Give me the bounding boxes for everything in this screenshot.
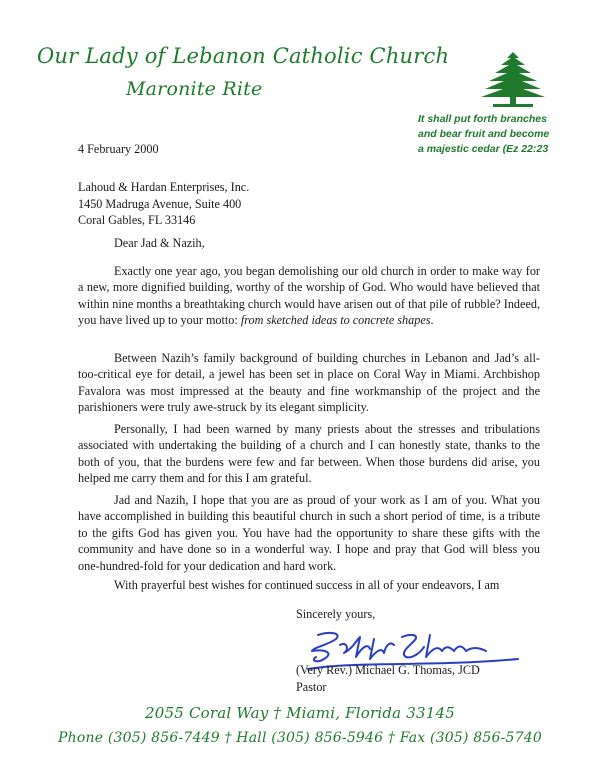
body-paragraph-2: Between Nazih’s family background of building churches in Lebanon and Jad’s all-too-critical eye for detail, a jewel has been set in place on Coral Way in Miami. Archbishop Favalora was most impressed at the beauty and fine workmanship of the project and the parishioners were truly awe-struck by its elegant simplicity. <box>78 351 540 415</box>
signer-name: (Very Rev.) Michael G. Thomas, JCD <box>296 663 480 677</box>
letter-date: 4 February 2000 <box>78 142 159 156</box>
body-paragraph-4: Jad and Nazih, I hope that you are as proud of your work as I am of you. What you have accomplished in building this beautiful church in such a short period of time, is a tribute to the gifts God has given you. You have had the opportunity to share these gifts with the community and have done so in a wonderful way. I hope and pray that God will bless you one-hundred-fold for your dedication and hard work. <box>78 493 540 573</box>
scripture-verse <box>418 112 593 157</box>
closing-line: With prayerful best wishes for continued success in all of your endeavors, I am <box>114 578 500 592</box>
church-name: Our Lady of Lebanon Catholic Church <box>37 44 450 68</box>
cedar-tree-icon <box>477 50 549 110</box>
footer-address: 2055 Coral Way † Miami, Florida 33145 <box>145 704 455 722</box>
signer-title: Pastor <box>296 680 327 694</box>
recipient-address <box>78 179 249 229</box>
sign-off: Sincerely yours, <box>296 607 376 621</box>
verse-line: a majestic cedar (Ez 22:23 <box>418 143 549 155</box>
body-paragraph-3: Personally, I had been warned by many priests about the stresses and tribulations associated with undertaking the building of a church and I can honestly state, thanks to the both of you, that the burdens were few and far between. When those burdens did arise, you helped me carry them and for this I am grateful. <box>78 422 540 486</box>
body-paragraph-1 <box>78 263 540 329</box>
recipient-line: Lahoud & Hardan Enterprises, Inc. <box>78 180 250 194</box>
salutation: Dear Jad & Nazih, <box>114 236 205 250</box>
paragraph-text: Exactly one year ago, you began demolishing our old church in order to make way for a new, more dignified building, worthy of the worship of God. Who would have believed that within nine months a breathtaking church would have arisen out of that pile of rubble? Indeed, you have lived up to your motto: <box>78 264 540 328</box>
paragraph-end: . <box>430 313 434 328</box>
footer-contact-numbers: Phone (305) 856-7449 † Hall (305) 856-5946 † Fax (305) 856-5740 <box>58 730 542 746</box>
recipient-line: Coral Gables, FL 33146 <box>78 213 196 227</box>
rite-subtitle: Maronite Rite <box>126 78 263 100</box>
verse-line: It shall put forth branches <box>418 113 547 125</box>
verse-line: and bear fruit and become <box>418 128 550 140</box>
recipient-line: 1450 Madruga Avenue, Suite 400 <box>78 196 242 211</box>
company-motto: from sketched ideas to concrete shapes <box>240 313 431 328</box>
